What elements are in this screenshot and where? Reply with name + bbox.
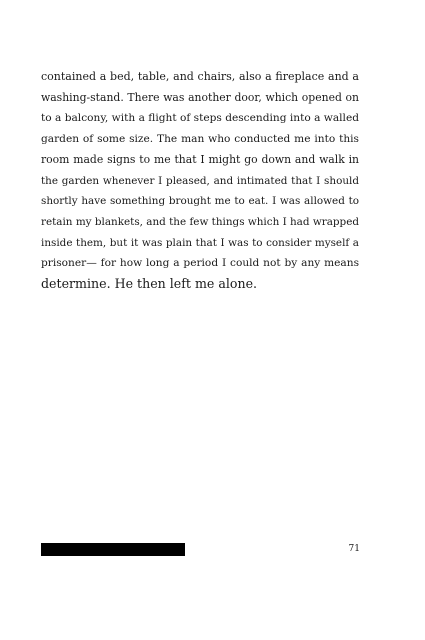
page-number: 71 <box>348 544 360 554</box>
text-line: shortly have something brought me to eat. I was allowed to <box>41 195 359 208</box>
text-line: prisoner— for how long a period I could not by any means <box>41 257 359 270</box>
text-line: inside them, but it was plain that I was to consider myself a <box>41 236 359 249</box>
text-line: washing-stand. There was another door, which opened on <box>41 90 359 104</box>
text-line: determine. He then left me alone. <box>41 276 258 292</box>
text-line: the garden whenever I pleased, and intimated that I should <box>41 174 359 187</box>
body-text <box>41 67 359 295</box>
text-line: room made signs to me that I might go down and walk in <box>41 152 359 166</box>
text-line: retain my blankets, and the few things which I had wrapped <box>41 215 359 228</box>
text-line: to a balcony, with a flight of steps descending into a walled <box>41 112 359 125</box>
text-line: contained a bed, table, and chairs, also a fireplace and a <box>41 70 359 83</box>
text-line: garden of some size. The man who conducted me into this <box>41 133 359 146</box>
redaction-bar <box>41 543 185 556</box>
